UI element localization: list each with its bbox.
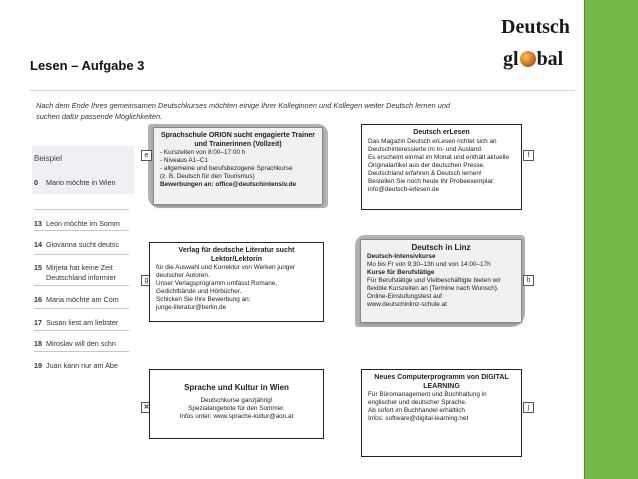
ad-letter-x: ✕ <box>141 402 152 413</box>
globe-icon <box>520 51 536 67</box>
row-divider <box>34 285 129 286</box>
row-divider <box>34 254 129 255</box>
divider-line <box>30 90 575 91</box>
ad-letter-e: e <box>141 150 152 161</box>
row-divider <box>34 308 129 309</box>
logo-line2-post: bal <box>536 48 564 70</box>
statement-row: 19 Juan kann nur am Abe <box>34 361 118 370</box>
task-instruction: Nach dem Ende Ihres gemeinsamen Deutschkurses möchten einige Ihrer Kolleginnen und Kollegen weiter Deutsch lernen und suchen dafür passende Möglichkeiten. <box>36 101 451 121</box>
statement-row: 0 Mario möchte in Wien <box>34 178 116 187</box>
ad-letter-h: h <box>523 275 534 286</box>
statement-row: 15 Mirjeta hat keine Zeit <box>34 263 113 272</box>
ad-letter-g: g <box>141 275 152 286</box>
statement-row: 17 Susan liest am liebster <box>34 318 119 327</box>
ad-letter-j: j <box>523 402 534 413</box>
row-divider <box>34 230 129 231</box>
ad-verlag: Verlag für deutsche Literatur sucht Lektor/Lektorin für die Auswahl und Korrektur von Werken junger deutscher Autoren. Unser Verlagsprogramm umfasst Romane, Gedichtbände und Hörbücher. Schicken Sie Ihre Bewerbung an: junge-literatur@berlin.de <box>149 242 324 322</box>
row-divider <box>34 209 129 210</box>
deutsch-global-logo <box>497 10 577 80</box>
row-divider <box>34 330 129 331</box>
logo-line1: Deutsch <box>501 16 570 38</box>
row-divider <box>34 351 129 352</box>
ad-sprache-kultur-wien: Sprache und Kultur in Wien Deutschkurse ganzjährig! Spezialangebote für den Sommer. Infos unter: www.sprache-kultur@aon.at <box>149 369 324 439</box>
statement-row: 14 Giovanna sucht deutsc <box>34 240 120 249</box>
green-sidebar <box>584 0 638 479</box>
statement-row: 18 Miroslav will den schn <box>34 339 116 348</box>
logo-line2-pre: gl <box>503 48 519 70</box>
statement-row: 13 Leon möchte im Somm <box>34 219 120 228</box>
ad-deutsch-erlesen: Deutsch erLesen Das Magazin Deutsch erLesen richtet sich an Deutschinteressierte im In- und Ausland. Es erscheint einmal im Monat und enthält aktuelle Originalartikel aus der deutschen Presse. Deutschland erfahren & Deutsch lernen! Bestellen Sie noch heute Ihr Probeexemplar: info@deutsch-erlesen.de <box>361 124 522 210</box>
ad-letter-f: f <box>523 150 534 161</box>
ad-orion: Sprachschule ORION sucht engagierte Trainer und Trainerinnen (Vollzeit) - Kurszeiten von 8:00–17:00 h - Niveaus A1–C1 - allgemeine und berufsbezogene Sprachkurse (z. B. Deutsch für den Tourismus) Bewerbungen an: office@deutschintensiv.de <box>154 128 322 204</box>
example-label: Beispiel <box>34 154 63 163</box>
statement-row: Deutschland informier <box>46 273 116 282</box>
ad-deutsch-in-linz: Deutsch in Linz Deutsch-Intensivkurse Mo bis Fr von 9:30–13h und von 14:00–17h Kurse für Berufstätige Für Berufstätige und Vielbeschäftigte bieten wir flexible Kurszeiten an (Termine nach Wunsch). Online-Einstufungstest auf www.deutschinlinz-schule.at <box>361 240 521 322</box>
ad-title: Sprachschule ORION sucht engagierte Trainer und Trainerinnen (Vollzeit) <box>160 132 316 148</box>
ad-digital-learning: Neues Computerprogramm von DIGITAL LEARNING Für Büromanagement und Buchhaltung in englischer und deutscher Sprache. Ab sofort im Buchhandel erhältlich Infos: software@digital-learning.net <box>361 369 522 457</box>
logo-line2 <box>503 48 563 71</box>
slide-title: Lesen – Aufgabe 3 <box>30 58 145 73</box>
statement-row: 16 Maria möchte am Com <box>34 295 119 304</box>
